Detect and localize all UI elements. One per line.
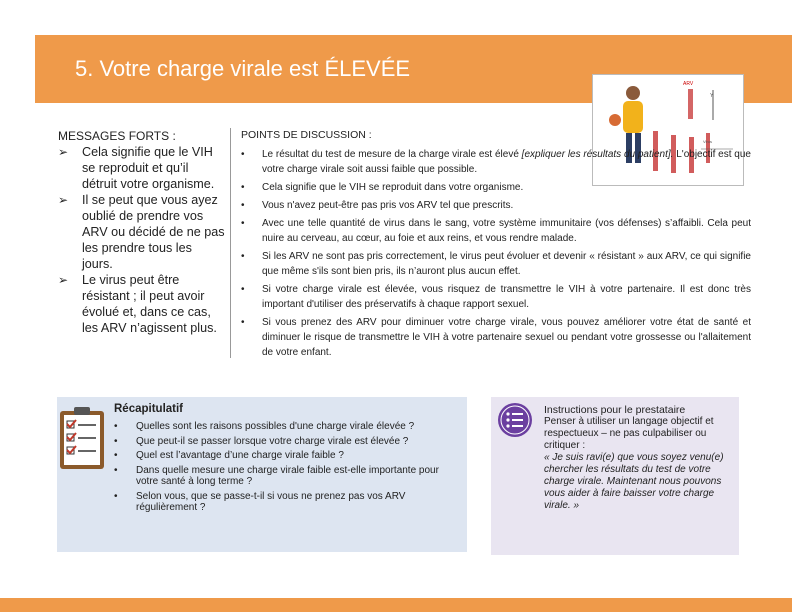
messages-list bbox=[58, 144, 226, 336]
discussion-title: POINTS DE DISCUSSION : bbox=[241, 129, 372, 141]
instructions-body: Penser à utiliser un langage objectif et respectueux – ne pas culpabiliser ou critiquer : bbox=[544, 416, 714, 451]
instructions-box bbox=[491, 397, 739, 555]
messages-forts bbox=[58, 128, 226, 336]
list-item: • Que peut-il se passer lorsque votre charge virale est élevée ? bbox=[114, 435, 409, 447]
recap-list bbox=[114, 421, 444, 517]
checklist-clipboard-icon bbox=[57, 405, 107, 471]
instructions-list-icon bbox=[497, 402, 533, 438]
recap-box bbox=[57, 397, 467, 552]
list-item: ➢ Cela signifie que le VIH se reproduit et qu’il détruit votre organisme. bbox=[58, 145, 215, 191]
column-divider bbox=[230, 128, 231, 358]
arrow-icon: ➢ bbox=[58, 273, 69, 287]
instructions-quote: « Je suis ravi(e) que vous soyez venu(e) chercher les résultats du test de votre charge virale. Maintenant nous pouvons vous aider à faire baisser votre charge virale. » bbox=[544, 452, 724, 511]
instructions-text bbox=[544, 404, 729, 512]
list-item: • Le résultat du test de mesure de la charge virale est élevé [expliquer les résultats du patient]. L'objectif est que votre charge virale soit aussi faible que possible. bbox=[241, 149, 751, 175]
list-item: • Si les ARV ne sont pas pris correctement, le virus peut évoluer et devenir « résistant » aux ARV, ce qui signifie que même s'ils sont bien pris, ils n’auront plus aucun effet. bbox=[241, 251, 751, 277]
list-item: ➢ Le virus peut être résistant ; il peut avoir évolué et, dans ce cas, les ARV n’agissent plus. bbox=[58, 273, 217, 335]
page-title: 5. Votre charge virale est ÉLEVÉE bbox=[75, 56, 411, 81]
footer-bar bbox=[0, 598, 792, 612]
points-de-discussion bbox=[241, 128, 751, 363]
list-item: • Selon vous, que se passe-t-il si vous ne prenez pas vos ARV régulièrement ? bbox=[114, 490, 406, 513]
svg-text:Y: Y bbox=[710, 93, 714, 99]
list-item: ➢ Il se peut que vous ayez oublié de prendre vos ARV ou décidé de ne pas les prendre tous les jours. bbox=[58, 193, 225, 271]
list-item: • Quel est l’avantage d’une charge virale faible ? bbox=[114, 450, 344, 461]
list-item: • Quelles sont les raisons possibles d'une charge virale élevée ? bbox=[114, 421, 415, 432]
arrow-icon: ➢ bbox=[58, 193, 69, 207]
instructions-title: Instructions pour le prestataire bbox=[544, 404, 686, 416]
messages-title: MESSAGES FORTS : bbox=[58, 129, 176, 143]
illustration-label: ARV bbox=[683, 81, 694, 87]
list-item: • Dans quelle mesure une charge virale faible est-elle importante pour votre santé à long terme ? bbox=[114, 464, 439, 487]
list-item: • Si votre charge virale est élevée, vous risquez de transmettre le VIH à votre partenaire. Il est donc très important d'utiliser des préservatifs à chaque rapport sexuel. bbox=[241, 284, 751, 310]
ball-icon bbox=[609, 114, 621, 126]
list-item: • Si vous prenez des ARV pour diminuer votre charge virale, vous pouvez améliorer votre état de santé et diminuer le risque de transmettre le VIH à votre partenaire sexuel ou pendant votre grossesse ou l'allaitement de votre enfant. bbox=[241, 317, 751, 358]
illustration-legend: Virus bbox=[703, 139, 713, 144]
list-item: • Vous n'avez peut-être pas pris vos ARV tel que prescrits. bbox=[241, 200, 514, 211]
arrow-icon: ➢ bbox=[58, 145, 69, 159]
recap-title: Récapitulatif bbox=[114, 403, 184, 415]
person-head bbox=[626, 86, 640, 100]
list-item: • Cela signifie que le VIH se reproduit dans votre organisme. bbox=[241, 182, 524, 193]
discussion-list bbox=[241, 147, 751, 360]
list-item: • Avec une telle quantité de virus dans le sang, votre système immunitaire (vos défenses) s’affaibli. Cela peut nuire au cerveau, au cœur, au foie et aux reins, et vous rendre malade. bbox=[241, 218, 751, 244]
